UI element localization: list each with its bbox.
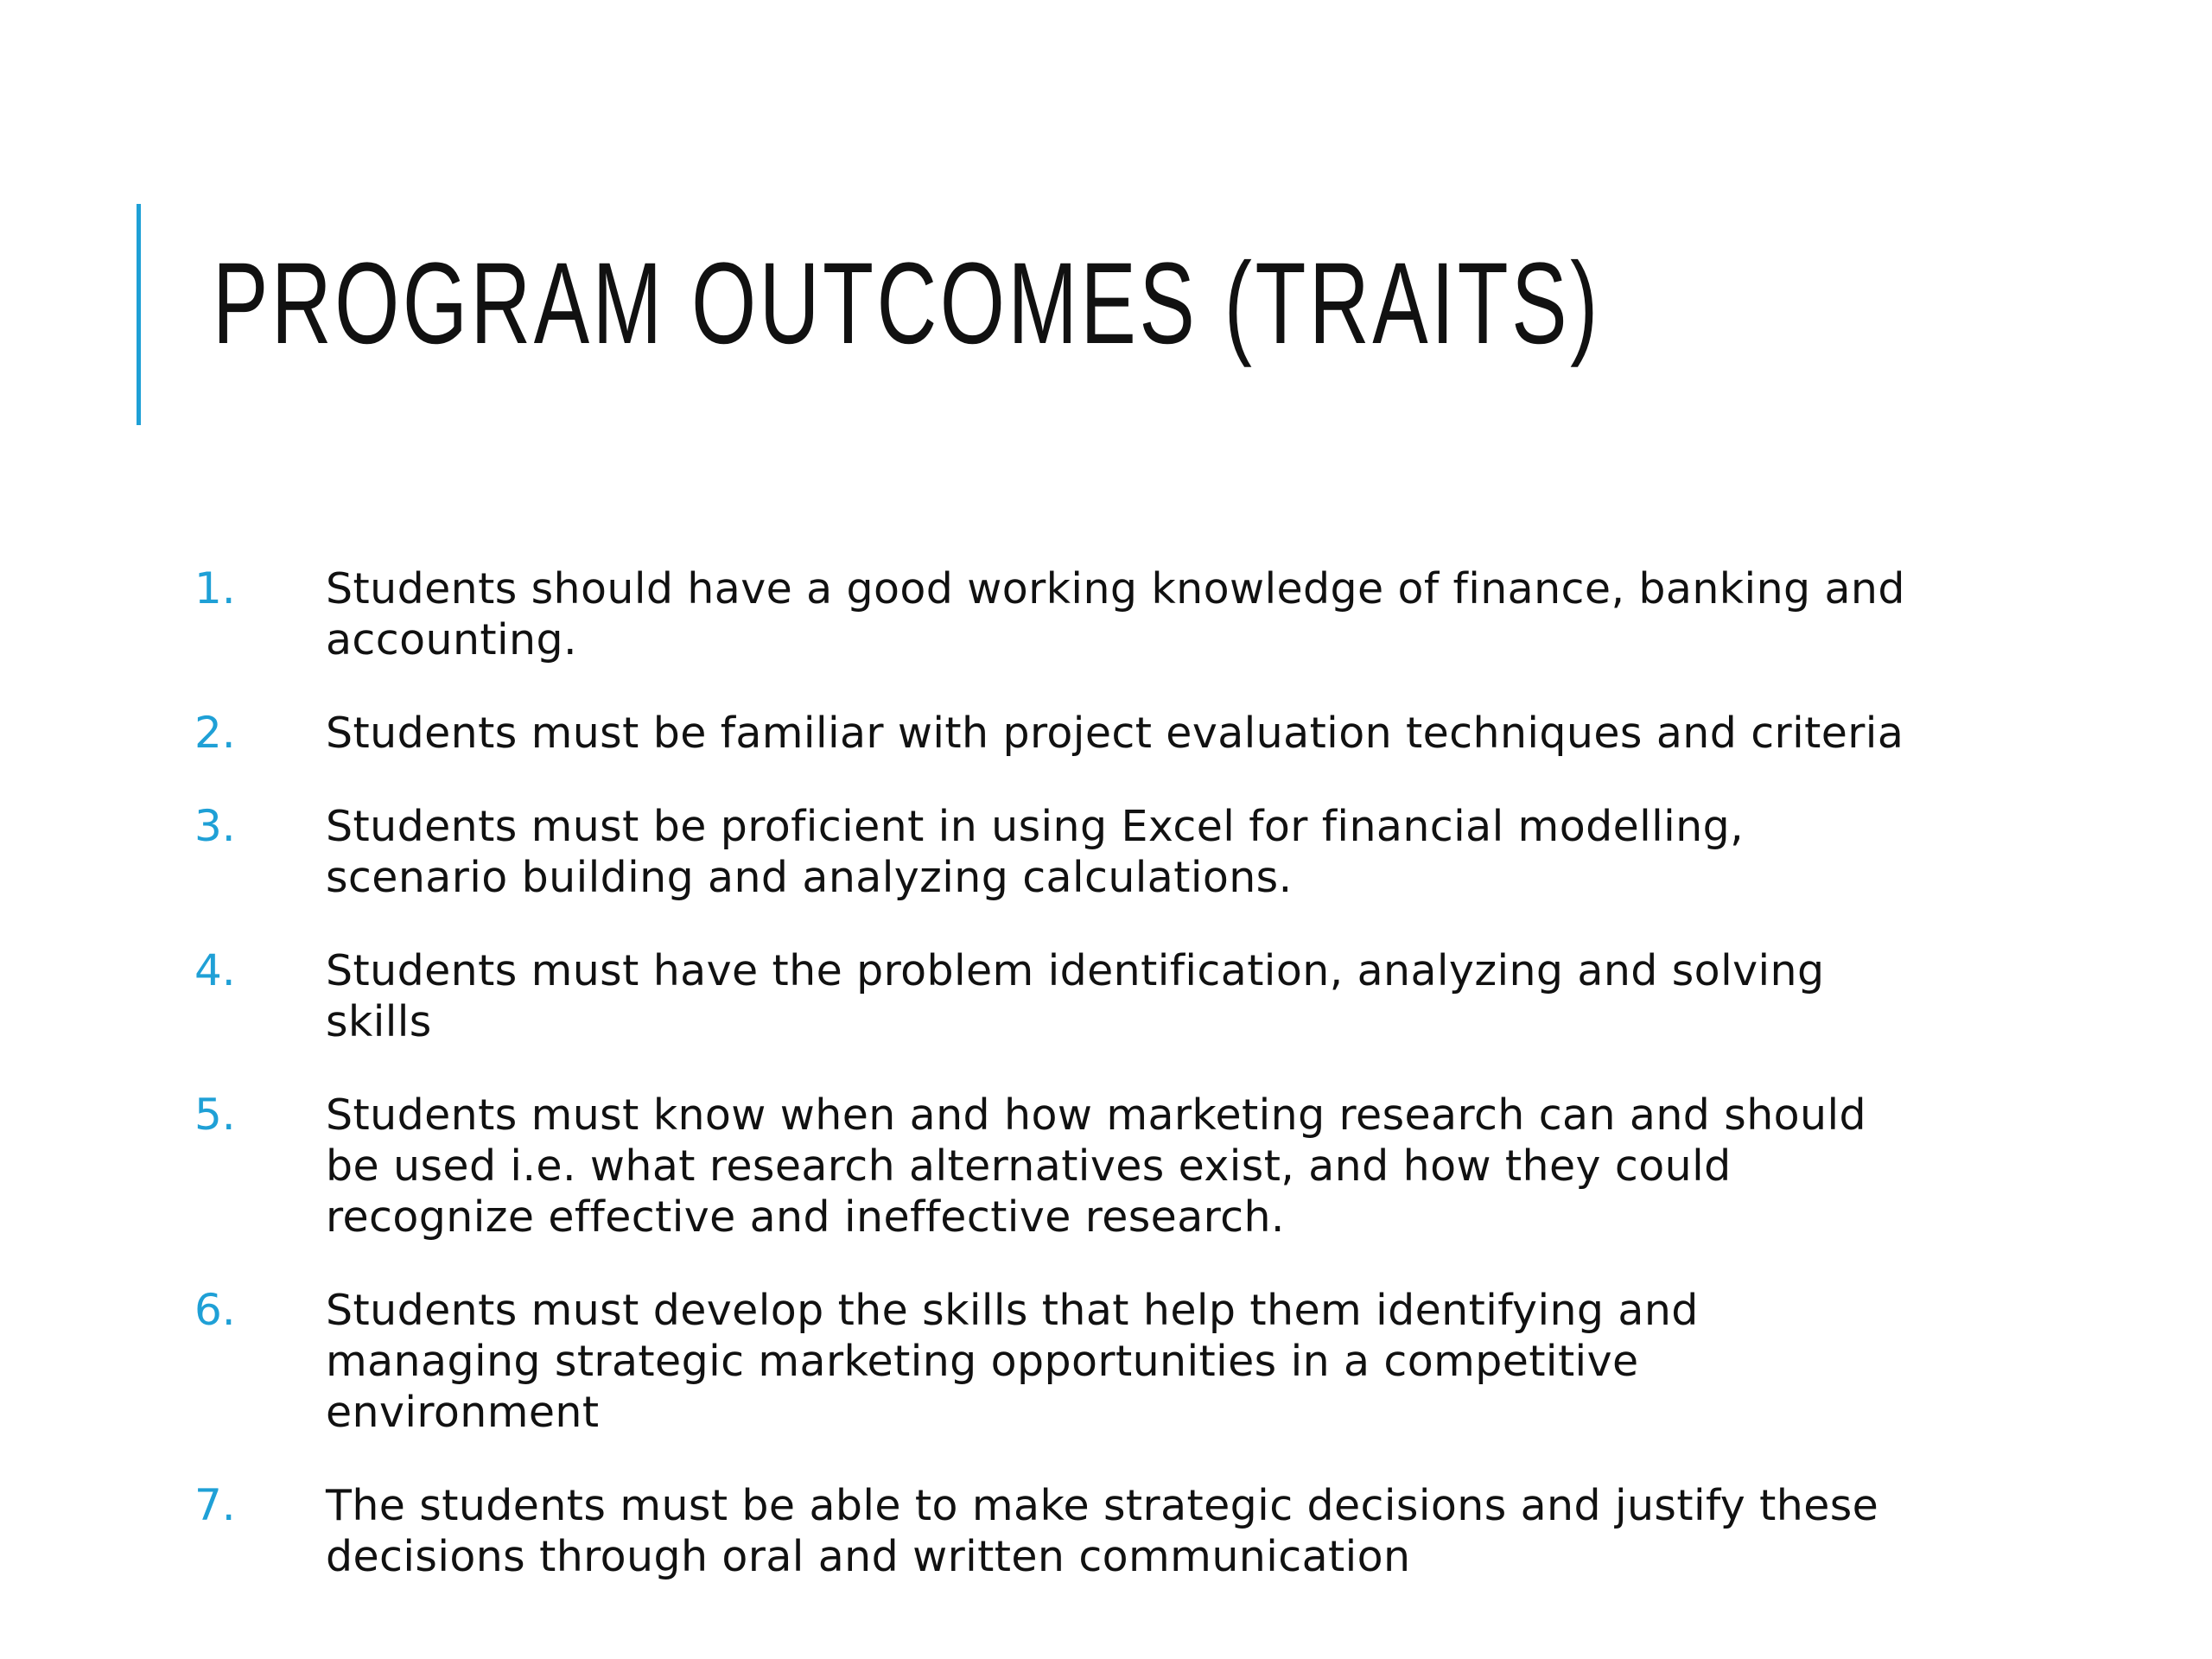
outcome-text: Students must be familiar with project evaluation techniques and criteria — [326, 709, 1904, 758]
outcome-item-6 — [194, 1285, 1923, 1438]
outcome-number: 1. — [194, 563, 236, 613]
outcome-number: 7. — [194, 1480, 236, 1530]
outcome-text: Students must know when and how marketing research can and should be used i.e. what research alternatives exist, and how they could recognize effective and ineffective research. — [326, 1090, 1867, 1242]
outcome-number: 2. — [194, 708, 236, 758]
outcome-item-1 — [194, 563, 1923, 665]
outcome-item-4 — [194, 945, 1923, 1047]
outcome-item-7 — [194, 1480, 1923, 1582]
outcome-text: Students must develop the skills that help them identifying and managing strategic marketing opportunities in a competitive environment — [326, 1286, 1699, 1437]
outcome-number: 6. — [194, 1285, 236, 1335]
outcome-number: 5. — [194, 1090, 236, 1140]
outcome-item-2 — [194, 708, 1923, 759]
outcome-number: 3. — [194, 801, 236, 851]
outcome-item-5 — [194, 1090, 1923, 1243]
outcome-text: Students must have the problem identification, analyzing and solving skills — [326, 946, 1825, 1046]
program-outcomes-list — [194, 563, 1923, 1624]
outcome-item-3 — [194, 801, 1923, 903]
slide-title: PROGRAM OUTCOMES (TRAITS) — [213, 239, 1601, 368]
outcome-text: Students must be proficient in using Excel for financial modelling, scenario building and analyzing calculations. — [326, 802, 1745, 902]
outcome-text: Students should have a good working knowledge of finance, banking and accounting. — [326, 564, 1905, 664]
outcome-text: The students must be able to make strategic decisions and justify these decisions through oral and written communication — [326, 1481, 1879, 1581]
title-accent-bar — [137, 204, 141, 425]
outcome-number: 4. — [194, 945, 236, 995]
